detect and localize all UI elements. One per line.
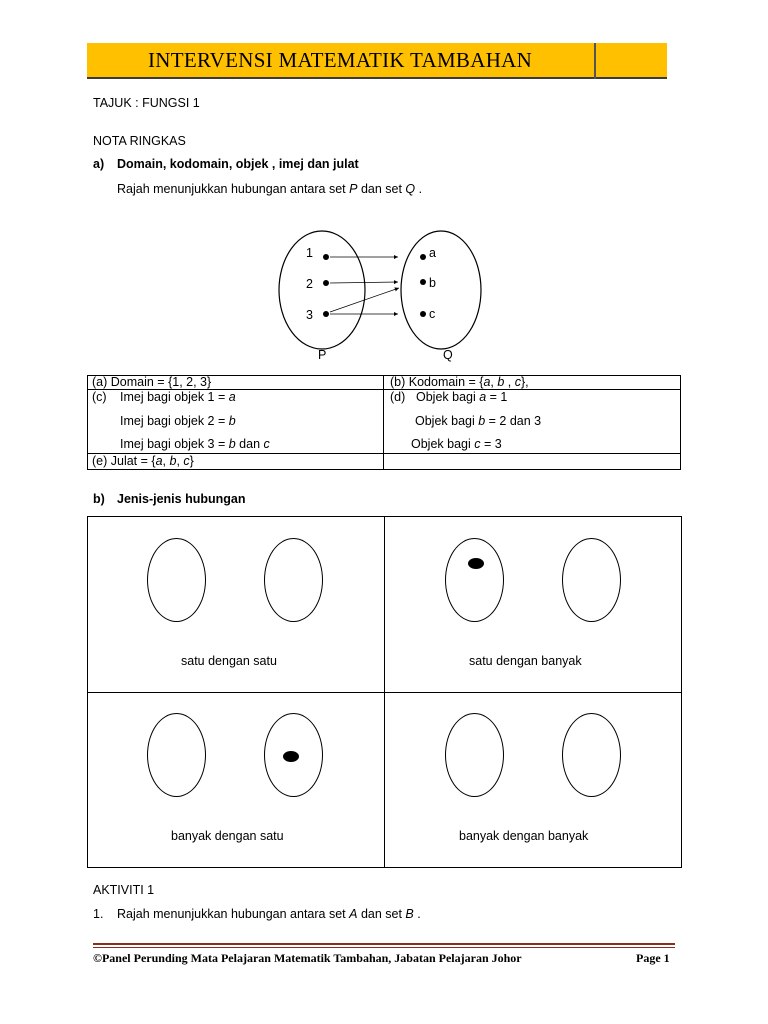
- set-q-label: Q: [443, 348, 453, 362]
- definitions-table: [87, 375, 681, 470]
- range-cell: (e) Julat = {a, b, c}: [92, 454, 194, 468]
- q-element-a: a: [429, 246, 436, 260]
- set-p-label: P: [318, 348, 327, 362]
- kodomain-cell: (b) Kodomain = {a, b , c},: [390, 375, 529, 389]
- images-label: (c): [92, 390, 107, 404]
- object-row-c: Objek bagi c = 3: [411, 437, 502, 451]
- object-row-b: Objek bagi b = 2 dan 3: [415, 414, 542, 428]
- q-element-c: c: [429, 307, 436, 321]
- type-one-to-one: satu dengan satu: [181, 654, 277, 668]
- activity-item-text: Rajah menunjukkan hubungan antara set A dan set B .: [117, 907, 421, 921]
- oval-domain-one-to-many: [445, 538, 504, 622]
- p-point-3: [323, 311, 329, 317]
- section-b-marker: b): [93, 492, 105, 506]
- oval-domain-one-to-one: [147, 538, 206, 622]
- p-point-1: [323, 254, 329, 260]
- p-element-1: 1: [306, 246, 313, 260]
- image-row-3: Imej bagi objek 3 = b dan c: [120, 437, 270, 451]
- type-many-to-many: banyak dengan banyak: [459, 829, 589, 843]
- footer-credit: ©Panel Perunding Mata Pelajaran Matematik Tambahan, Jabatan Pelajaran Johor: [93, 951, 522, 965]
- section-b-title: Jenis-jenis hubungan: [117, 492, 246, 506]
- page-title: INTERVENSI MATEMATIK TAMBAHAN: [148, 48, 533, 72]
- oval-codomain-one-to-one: [264, 538, 323, 622]
- footer-rule: [93, 943, 675, 945]
- image-row-2: Imej bagi objek 2 = b: [120, 414, 236, 428]
- page-number: Page 1: [636, 951, 670, 965]
- notes-heading: NOTA RINGKAS: [93, 134, 186, 148]
- oval-codomain-many-to-many: [562, 713, 621, 797]
- oval-domain-many-to-many: [445, 713, 504, 797]
- set-q-oval: [401, 231, 481, 349]
- q-point-c: [420, 311, 426, 317]
- single-image-dot: [283, 751, 299, 762]
- activity-heading: AKTIVITI 1: [93, 883, 155, 897]
- p-point-2: [323, 280, 329, 286]
- section-a-marker: a): [93, 157, 105, 171]
- p-element-2: 2: [306, 277, 313, 291]
- q-point-b: [420, 279, 426, 285]
- q-point-a: [420, 254, 426, 260]
- single-object-dot: [468, 558, 484, 569]
- oval-domain-many-to-one: [147, 713, 206, 797]
- domain-cell: (a) Domain = {1, 2, 3}: [92, 375, 212, 389]
- oval-codomain-one-to-many: [562, 538, 621, 622]
- footer-rule-thin: [93, 947, 675, 948]
- type-one-to-many: satu dengan banyak: [469, 654, 582, 668]
- object-row-a: Objek bagi a = 1: [416, 390, 508, 404]
- section-a-intro: Rajah menunjukkan hubungan antara set P dan set Q .: [117, 182, 423, 196]
- objects-label: (d): [390, 390, 406, 404]
- activity-item-number: 1.: [93, 907, 104, 921]
- q-element-b: b: [429, 276, 436, 290]
- section-a-title: Domain, kodomain, objek , imej dan julat: [117, 157, 359, 171]
- arrow-2-b: [330, 282, 398, 283]
- topic-heading: TAJUK : FUNGSI 1: [93, 96, 200, 110]
- set-p-oval: [279, 231, 365, 349]
- image-row-1: Imej bagi objek 1 = a: [120, 390, 236, 404]
- p-element-3: 3: [306, 308, 313, 322]
- type-many-to-one: banyak dengan satu: [171, 829, 284, 843]
